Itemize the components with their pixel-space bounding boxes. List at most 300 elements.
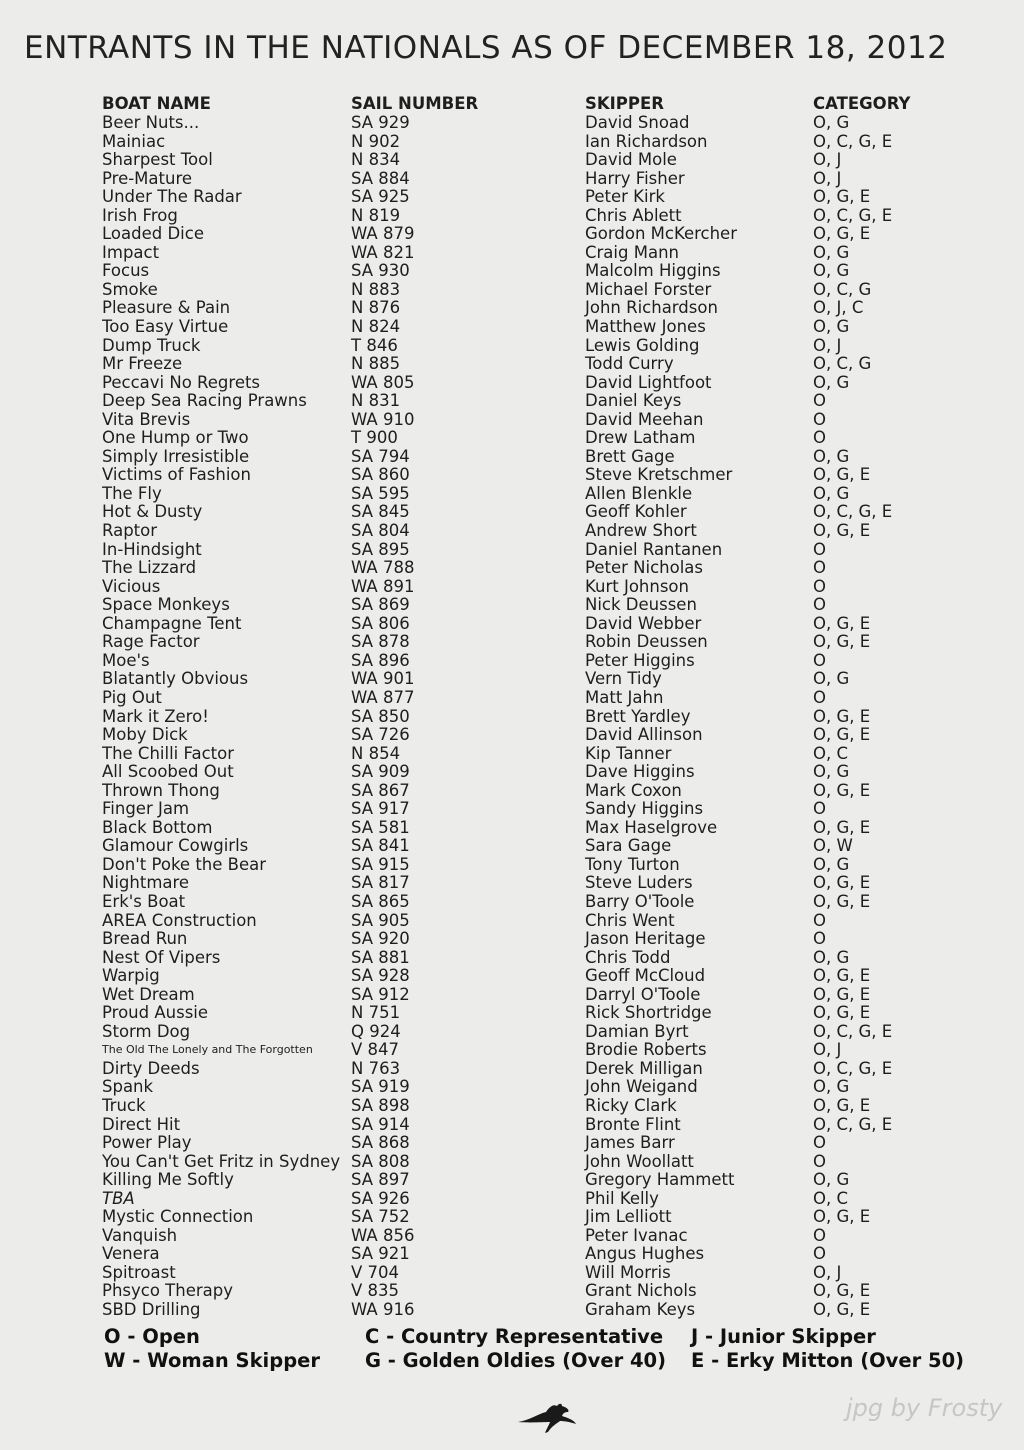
table-row xyxy=(102,986,962,1005)
sail-number-cell: N 902 xyxy=(351,131,401,151)
sail-number-cell: SA 884 xyxy=(351,168,410,188)
skipper-cell: Chris Ablett xyxy=(585,205,682,225)
entrants-table xyxy=(102,94,962,1320)
category-cell: O, J xyxy=(813,168,842,188)
category-cell: O, G, E xyxy=(813,817,871,837)
sail-number-cell: SA 865 xyxy=(351,891,410,911)
category-cell: O xyxy=(813,539,826,559)
boat-name-cell: Vanquish xyxy=(102,1226,178,1245)
category-cell: O, C, G xyxy=(813,279,872,299)
boat-name-cell: Space Monkeys xyxy=(102,596,230,615)
sail-number-cell: SA 919 xyxy=(351,1077,410,1097)
boat-name-cell: Dirty Deeds xyxy=(102,1059,200,1078)
sail-number-cell: SA 925 xyxy=(351,187,410,207)
sail-number-cell: N 751 xyxy=(351,1003,401,1023)
category-cell: O, G xyxy=(813,113,850,132)
skipper-cell: Brodie Roberts xyxy=(585,1040,707,1060)
table-row xyxy=(102,1227,962,1246)
skipper-cell: Gordon McKercher xyxy=(585,224,737,244)
category-cell: O, G, E xyxy=(813,966,871,986)
table-row xyxy=(102,633,962,652)
category-cell: O, C, G, E xyxy=(813,205,893,225)
boat-name-cell: Vita Brevis xyxy=(102,410,191,429)
boat-name-cell: One Hump or Two xyxy=(102,429,249,448)
table-row xyxy=(102,912,962,931)
table-row xyxy=(102,893,962,912)
table-row xyxy=(102,133,962,152)
skipper-cell: Geoff Kohler xyxy=(585,502,687,522)
category-cell: O, G, E xyxy=(813,224,871,244)
skipper-cell: Max Haselgrove xyxy=(585,817,718,837)
category-cell: O, G, E xyxy=(813,1095,871,1115)
sail-number-cell: SA 920 xyxy=(351,929,410,949)
sail-number-cell: WA 821 xyxy=(351,242,415,262)
sail-number-cell: SA 909 xyxy=(351,762,410,782)
table-row xyxy=(102,874,962,893)
category-cell: O xyxy=(813,576,826,596)
boat-name-cell: Under The Radar xyxy=(102,188,242,207)
table-row xyxy=(102,1097,962,1116)
skipper-cell: Brett Gage xyxy=(585,446,675,466)
category-cell: O, J xyxy=(813,150,842,170)
table-row xyxy=(102,578,962,597)
boat-name-cell: Wet Dream xyxy=(102,985,195,1004)
skipper-cell: Daniel Keys xyxy=(585,391,682,411)
table-row xyxy=(102,485,962,504)
table-row xyxy=(102,225,962,244)
boat-name-cell: Too Easy Virtue xyxy=(102,318,229,337)
table-row xyxy=(102,392,962,411)
table-row xyxy=(102,670,962,689)
category-cell: O, G, E xyxy=(813,873,871,893)
sail-number-cell: SA 794 xyxy=(351,446,410,466)
table-row xyxy=(102,949,962,968)
skipper-cell: Nick Deussen xyxy=(585,595,697,615)
boat-name-cell: You Can't Get Fritz in Sydney xyxy=(102,1152,341,1171)
table-row xyxy=(102,1208,962,1227)
sail-number-cell: SA 581 xyxy=(351,817,410,837)
skipper-cell: John Weigand xyxy=(585,1077,698,1097)
category-cell: O, C, G xyxy=(813,354,872,374)
boat-name-cell: Vicious xyxy=(102,577,161,596)
category-cell: O, C, G, E xyxy=(813,1021,893,1041)
boat-name-cell: Loaded Dice xyxy=(102,225,204,244)
sail-number-cell: SA 752 xyxy=(351,1207,410,1227)
skipper-cell: David Lightfoot xyxy=(585,372,712,392)
skipper-cell: Phil Kelly xyxy=(585,1188,659,1208)
legend-open: O - Open xyxy=(104,1325,200,1348)
skipper-cell: James Barr xyxy=(585,1133,675,1153)
sail-number-cell: SA 929 xyxy=(351,113,410,132)
sail-number-cell: SA 867 xyxy=(351,780,410,800)
boat-name-cell: Erk's Boat xyxy=(102,892,186,911)
sail-number-cell: N 763 xyxy=(351,1058,401,1078)
table-row xyxy=(102,967,962,986)
category-cell: O, J xyxy=(813,1262,842,1282)
boat-name-cell: Don't Poke the Bear xyxy=(102,855,267,874)
sail-number-cell: WA 910 xyxy=(351,409,415,429)
category-cell: O, G, E xyxy=(813,706,871,726)
sail-number-cell: SA 726 xyxy=(351,725,410,745)
category-cell: O, G, E xyxy=(813,613,871,633)
sail-number-cell: SA 898 xyxy=(351,1095,410,1115)
skipper-cell: Peter Kirk xyxy=(585,187,665,207)
category-cell: O xyxy=(813,1133,826,1153)
header-category: CATEGORY xyxy=(813,94,911,113)
sail-number-cell: N 831 xyxy=(351,391,401,411)
sail-number-cell: SA 921 xyxy=(351,1244,410,1264)
header-sail-number: SAIL NUMBER xyxy=(351,94,479,113)
sail-number-cell: SA 881 xyxy=(351,947,410,967)
category-cell: O, G xyxy=(813,1077,850,1097)
category-cell: O, C, G, E xyxy=(813,502,893,522)
table-row xyxy=(102,318,962,337)
sail-number-cell: Q 924 xyxy=(351,1021,401,1041)
sail-number-cell: SA 817 xyxy=(351,873,410,893)
table-row xyxy=(102,1078,962,1097)
table-row xyxy=(102,1041,962,1060)
legend-row xyxy=(104,1325,964,1349)
sail-number-cell: SA 860 xyxy=(351,465,410,485)
boat-name-cell: Mainiac xyxy=(102,132,166,151)
boat-name-cell: Killing Me Softly xyxy=(102,1171,234,1190)
category-cell: O, G xyxy=(813,483,850,503)
sail-number-cell: SA 869 xyxy=(351,595,410,615)
category-cell: O, G, E xyxy=(813,465,871,485)
skipper-cell: Chris Went xyxy=(585,910,675,930)
category-cell: O, W xyxy=(813,836,853,856)
sail-number-cell: V 847 xyxy=(351,1040,400,1060)
sail-number-cell: WA 877 xyxy=(351,687,415,707)
boat-name-cell: Pig Out xyxy=(102,688,162,707)
category-cell: O, C xyxy=(813,1188,848,1208)
skipper-cell: Daniel Rantanen xyxy=(585,539,723,559)
boat-name-cell: The Old The Lonely and The Forgotten xyxy=(102,1043,313,1057)
category-cell: O xyxy=(813,1244,826,1264)
table-row xyxy=(102,1060,962,1079)
category-cell: O xyxy=(813,910,826,930)
category-cell: O, G xyxy=(813,317,850,337)
category-cell: O, G, E xyxy=(813,1207,871,1227)
category-cell: O xyxy=(813,1225,826,1245)
sail-number-cell: N 819 xyxy=(351,205,401,225)
category-cell: O xyxy=(813,391,826,411)
sail-number-cell: T 900 xyxy=(351,428,398,448)
category-cell: O, G xyxy=(813,669,850,689)
boat-name-cell: Pre-Mature xyxy=(102,169,193,188)
table-row xyxy=(102,1004,962,1023)
table-row xyxy=(102,726,962,745)
sail-number-cell: WA 916 xyxy=(351,1300,415,1319)
table-row xyxy=(102,374,962,393)
category-cell: O, C xyxy=(813,743,848,763)
boat-name-cell: Blatantly Obvious xyxy=(102,670,249,689)
table-row xyxy=(102,281,962,300)
sail-number-cell: SA 930 xyxy=(351,261,410,281)
category-cell: O, G xyxy=(813,242,850,262)
category-cell: O xyxy=(813,687,826,707)
boat-name-cell: Sharpest Tool xyxy=(102,151,213,170)
sail-number-cell: WA 879 xyxy=(351,224,415,244)
skipper-cell: Grant Nichols xyxy=(585,1281,697,1301)
table-row xyxy=(102,1171,962,1190)
skipper-cell: David Webber xyxy=(585,613,702,633)
category-cell: O, C, G, E xyxy=(813,131,893,151)
table-row xyxy=(102,819,962,838)
boat-name-cell: Nest Of Vipers xyxy=(102,948,221,967)
boat-name-cell: Beer Nuts... xyxy=(102,114,200,132)
sail-number-cell: SA 896 xyxy=(351,650,410,670)
table-row xyxy=(102,1301,962,1320)
boat-name-cell: Hot & Dusty xyxy=(102,503,203,522)
boat-name-cell: All Scoobed Out xyxy=(102,763,234,782)
sail-number-cell: SA 806 xyxy=(351,613,410,633)
table-row xyxy=(102,689,962,708)
legend-junior: J - Junior Skipper xyxy=(691,1325,876,1348)
skipper-cell: John Richardson xyxy=(585,298,718,318)
table-row xyxy=(102,837,962,856)
boat-name-cell: Spitroast xyxy=(102,1263,176,1282)
skipper-cell: John Woollatt xyxy=(585,1151,694,1171)
kangaroo-icon xyxy=(516,1400,578,1436)
table-row xyxy=(102,411,962,430)
boat-name-cell: Power Play xyxy=(102,1134,192,1153)
skipper-cell: Derek Milligan xyxy=(585,1058,703,1078)
sail-number-cell: SA 914 xyxy=(351,1114,410,1134)
boat-name-cell: Nightmare xyxy=(102,874,190,893)
skipper-cell: David Mole xyxy=(585,150,677,170)
sail-number-cell: SA 868 xyxy=(351,1133,410,1153)
skipper-cell: Robin Deussen xyxy=(585,632,708,652)
boat-name-cell: Victims of Fashion xyxy=(102,466,251,485)
skipper-cell: Steve Luders xyxy=(585,873,693,893)
boat-name-cell: Thrown Thong xyxy=(102,781,220,800)
skipper-cell: David Meehan xyxy=(585,409,704,429)
boat-name-cell: Focus xyxy=(102,262,150,281)
boat-name-cell: The Lizzard xyxy=(102,559,197,578)
legend-woman: W - Woman Skipper xyxy=(104,1349,320,1372)
boat-name-cell: Mystic Connection xyxy=(102,1208,254,1227)
sail-number-cell: SA 895 xyxy=(351,539,410,559)
skipper-cell: Kurt Johnson xyxy=(585,576,689,596)
table-row xyxy=(102,856,962,875)
boat-name-cell: AREA Construction xyxy=(102,911,257,930)
header-skipper: SKIPPER xyxy=(585,94,664,113)
skipper-cell: Graham Keys xyxy=(585,1300,696,1319)
skipper-cell: Michael Forster xyxy=(585,279,712,299)
boat-name-cell: Finger Jam xyxy=(102,800,190,819)
header-boat-name: BOAT NAME xyxy=(102,94,211,113)
boat-name-cell: Spank xyxy=(102,1078,154,1097)
table-body xyxy=(102,114,962,1320)
skipper-cell: Darryl O'Toole xyxy=(585,984,701,1004)
boat-name-cell: Mr Freeze xyxy=(102,355,183,374)
skipper-cell: Peter Ivanac xyxy=(585,1225,688,1245)
skipper-cell: Steve Kretschmer xyxy=(585,465,733,485)
sail-number-cell: SA 905 xyxy=(351,910,410,930)
category-cell: O, G, E xyxy=(813,984,871,1004)
legend-row xyxy=(104,1349,964,1373)
skipper-cell: Rick Shortridge xyxy=(585,1003,712,1023)
table-row xyxy=(102,466,962,485)
page-title: ENTRANTS IN THE NATIONALS AS OF DECEMBER 18, 2012 xyxy=(24,30,948,66)
skipper-cell: Damian Byrt xyxy=(585,1021,689,1041)
table-row xyxy=(102,170,962,189)
sail-number-cell: SA 804 xyxy=(351,521,410,541)
skipper-cell: Brett Yardley xyxy=(585,706,691,726)
table-row xyxy=(102,652,962,671)
category-legend xyxy=(104,1325,964,1373)
boat-name-cell: Warpig xyxy=(102,967,160,986)
skipper-cell: Allen Blenkle xyxy=(585,483,693,503)
sail-number-cell: N 876 xyxy=(351,298,401,318)
boat-name-cell: Venera xyxy=(102,1245,160,1264)
category-cell: O, G, E xyxy=(813,891,871,911)
boat-name-cell: Peccavi No Regrets xyxy=(102,373,261,392)
skipper-cell: Kip Tanner xyxy=(585,743,672,763)
legend-erky-mitton: E - Erky Mitton (Over 50) xyxy=(691,1349,965,1372)
boat-name-cell: The Fly xyxy=(102,484,162,503)
skipper-cell: Lewis Golding xyxy=(585,335,700,355)
category-cell: O, G xyxy=(813,261,850,281)
skipper-cell: Tony Turton xyxy=(585,854,680,874)
skipper-cell: Matthew Jones xyxy=(585,317,706,337)
boat-name-cell: Rage Factor xyxy=(102,633,200,652)
table-header xyxy=(102,94,962,114)
sail-number-cell: SA 915 xyxy=(351,854,410,874)
skipper-cell: Barry O'Toole xyxy=(585,891,695,911)
sail-number-cell: T 846 xyxy=(351,335,398,355)
boat-name-cell: Glamour Cowgirls xyxy=(102,837,249,856)
category-cell: O, G, E xyxy=(813,725,871,745)
table-row xyxy=(102,244,962,263)
skipper-cell: Mark Coxon xyxy=(585,780,682,800)
sail-number-cell: WA 805 xyxy=(351,372,415,392)
sail-number-cell: WA 901 xyxy=(351,669,415,689)
sail-number-cell: WA 891 xyxy=(351,576,415,596)
sail-number-cell: SA 928 xyxy=(351,966,410,986)
sail-number-cell: WA 788 xyxy=(351,558,415,578)
category-cell: O, G xyxy=(813,372,850,392)
category-cell: O, G, E xyxy=(813,1300,871,1319)
skipper-cell: Todd Curry xyxy=(585,354,674,374)
table-row xyxy=(102,1153,962,1172)
boat-name-cell: Direct Hit xyxy=(102,1115,181,1134)
category-cell: O, G xyxy=(813,446,850,466)
skipper-cell: Will Morris xyxy=(585,1262,671,1282)
skipper-cell: Bronte Flint xyxy=(585,1114,681,1134)
category-cell: O, G xyxy=(813,947,850,967)
category-cell: O xyxy=(813,558,826,578)
table-row xyxy=(102,930,962,949)
table-row xyxy=(102,782,962,801)
category-cell: O, G xyxy=(813,1170,850,1190)
boat-name-cell: Irish Frog xyxy=(102,206,178,225)
boat-name-cell: Deep Sea Racing Prawns xyxy=(102,392,307,411)
boat-name-cell: TBA xyxy=(102,1189,135,1208)
boat-name-cell: Smoke xyxy=(102,280,158,299)
sail-number-cell: SA 912 xyxy=(351,984,410,1004)
table-row xyxy=(102,299,962,318)
boat-name-cell: Moe's xyxy=(102,651,150,670)
table-row xyxy=(102,448,962,467)
boat-name-cell: Impact xyxy=(102,243,160,262)
sail-number-cell: SA 926 xyxy=(351,1188,410,1208)
sail-number-cell: SA 917 xyxy=(351,799,410,819)
table-row xyxy=(102,1023,962,1042)
skipper-cell: Jim Lelliott xyxy=(585,1207,672,1227)
category-cell: O xyxy=(813,799,826,819)
boat-name-cell: The Chilli Factor xyxy=(102,744,234,763)
table-row xyxy=(102,355,962,374)
boat-name-cell: Dump Truck xyxy=(102,336,201,355)
skipper-cell: Sandy Higgins xyxy=(585,799,704,819)
table-row xyxy=(102,1116,962,1135)
table-row xyxy=(102,745,962,764)
boat-name-cell: Bread Run xyxy=(102,930,188,949)
sail-number-cell: SA 845 xyxy=(351,502,410,522)
skipper-cell: Peter Higgins xyxy=(585,650,695,670)
category-cell: O, C, G, E xyxy=(813,1114,893,1134)
skipper-cell: Peter Nicholas xyxy=(585,558,704,578)
sail-number-cell: V 704 xyxy=(351,1262,400,1282)
table-row xyxy=(102,188,962,207)
sail-number-cell: SA 897 xyxy=(351,1170,410,1190)
category-cell: O, G, E xyxy=(813,1003,871,1023)
skipper-cell: Angus Hughes xyxy=(585,1244,705,1264)
category-cell: O xyxy=(813,1151,826,1171)
skipper-cell: David Snoad xyxy=(585,113,690,132)
skipper-cell: Sara Gage xyxy=(585,836,672,856)
table-row xyxy=(102,151,962,170)
category-cell: O, G xyxy=(813,854,850,874)
legend-golden-oldies: G - Golden Oldies (Over 40) xyxy=(365,1349,667,1372)
boat-name-cell: Raptor xyxy=(102,522,158,541)
skipper-cell: Chris Todd xyxy=(585,947,671,967)
skipper-cell: Malcolm Higgins xyxy=(585,261,721,281)
skipper-cell: Geoff McCloud xyxy=(585,966,706,986)
table-row xyxy=(102,207,962,226)
skipper-cell: Drew Latham xyxy=(585,428,696,448)
boat-name-cell: Black Bottom xyxy=(102,818,213,837)
category-cell: O, G xyxy=(813,762,850,782)
sail-number-cell: N 885 xyxy=(351,354,401,374)
boat-name-cell: Proud Aussie xyxy=(102,1004,209,1023)
category-cell: O, J xyxy=(813,1040,842,1060)
table-row xyxy=(102,114,962,133)
table-row xyxy=(102,541,962,560)
category-cell: O, J, C xyxy=(813,298,864,318)
sail-number-cell: V 835 xyxy=(351,1281,400,1301)
category-cell: O, C, G, E xyxy=(813,1058,893,1078)
boat-name-cell: Truck xyxy=(102,1096,146,1115)
sail-number-cell: SA 841 xyxy=(351,836,410,856)
sail-number-cell: WA 856 xyxy=(351,1225,415,1245)
category-cell: O xyxy=(813,595,826,615)
category-cell: O, J xyxy=(813,335,842,355)
boat-name-cell: SBD Drilling xyxy=(102,1301,201,1319)
table-row xyxy=(102,708,962,727)
sail-number-cell: N 834 xyxy=(351,150,401,170)
category-cell: O xyxy=(813,650,826,670)
table-row xyxy=(102,1264,962,1283)
table-row xyxy=(102,1134,962,1153)
category-cell: O xyxy=(813,409,826,429)
skipper-cell: Jason Heritage xyxy=(585,929,706,949)
sail-number-cell: N 824 xyxy=(351,317,401,337)
table-row xyxy=(102,503,962,522)
sail-number-cell: SA 595 xyxy=(351,483,410,503)
